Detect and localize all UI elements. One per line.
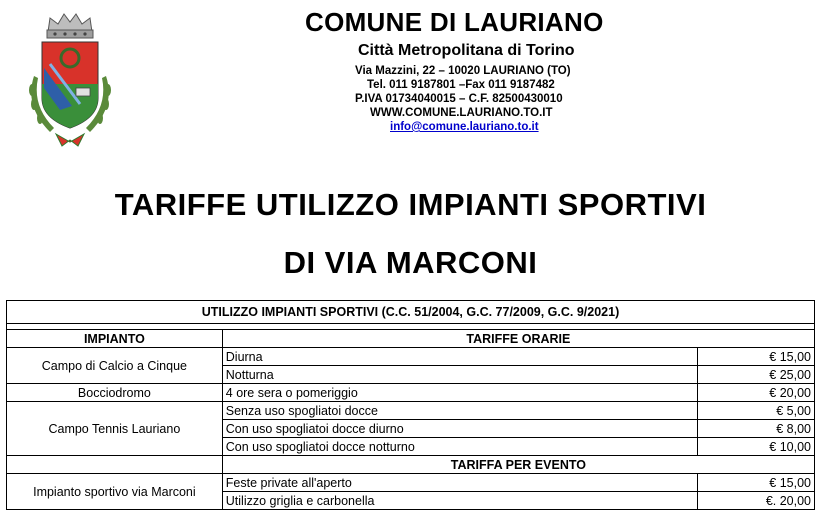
table-row: [7, 348, 815, 366]
phone-fax: Tel. 011 9187801 –Fax 011 9187482: [367, 79, 555, 91]
table-row: [7, 402, 815, 420]
empty-header-cell: [7, 456, 223, 474]
address: Via Mazzini, 22 – 10020 LAURIANO (TO): [355, 65, 571, 77]
rate-label: Feste private all'aperto: [222, 474, 697, 492]
website: WWW.COMUNE.LAURIANO.TO.IT: [370, 107, 553, 119]
tariff-table: [6, 300, 815, 510]
rate-label: 4 ore sera o pomeriggio: [222, 384, 697, 402]
rate-label: Con uso spogliatoi docce notturno: [222, 438, 697, 456]
shield-icon: [42, 42, 98, 128]
column-header-event-rate: TARIFFA PER EVENTO: [222, 456, 814, 474]
rate-label: Con uso spogliatoi docce diurno: [222, 420, 697, 438]
vat-fiscal-code: P.IVA 01734040015 – C.F. 82500430010: [355, 93, 563, 105]
rate-price: € 10,00: [698, 438, 815, 456]
facility-name: Bocciodromo: [7, 384, 223, 402]
facility-name: Campo di Calcio a Cinque: [7, 348, 223, 384]
rate-price: € 15,00: [698, 348, 815, 366]
table-row: [7, 384, 815, 402]
rate-price: €. 20,00: [698, 492, 815, 510]
rate-label: Utilizzo griglia e carbonella: [222, 492, 697, 510]
metropolitan-city: Città Metropolitana di Torino: [358, 42, 575, 59]
coat-of-arms-logo: [20, 6, 120, 152]
rate-label: Diurna: [222, 348, 697, 366]
rate-label: Notturna: [222, 366, 697, 384]
municipality-name: COMUNE DI LAURIANO: [305, 7, 604, 37]
table-row: [7, 474, 815, 492]
email-link[interactable]: info@comune.lauriano.to.it: [390, 121, 539, 133]
facility-name: Campo Tennis Lauriano: [7, 402, 223, 456]
facility-name: Impianto sportivo via Marconi: [7, 474, 223, 510]
crown-icon: [47, 14, 93, 38]
ribbon-icon: [56, 134, 84, 146]
rate-price: € 5,00: [698, 402, 815, 420]
column-header-facility: IMPIANTO: [7, 330, 223, 348]
rate-price: € 25,00: [698, 366, 815, 384]
rate-label: Senza uso spogliatoi docce: [222, 402, 697, 420]
rate-price: € 15,00: [698, 474, 815, 492]
rate-price: € 8,00: [698, 420, 815, 438]
rate-price: € 20,00: [698, 384, 815, 402]
column-header-hourly-rates: TARIFFE ORARIE: [222, 330, 814, 348]
document-subtitle: DI VIA MARCONI: [283, 245, 538, 280]
document-title: TARIFFE UTILIZZO IMPIANTI SPORTIVI: [114, 187, 707, 222]
table-caption: UTILIZZO IMPIANTI SPORTIVI (C.C. 51/2004, G.C. 77/2009, G.C. 9/2021): [7, 301, 815, 324]
